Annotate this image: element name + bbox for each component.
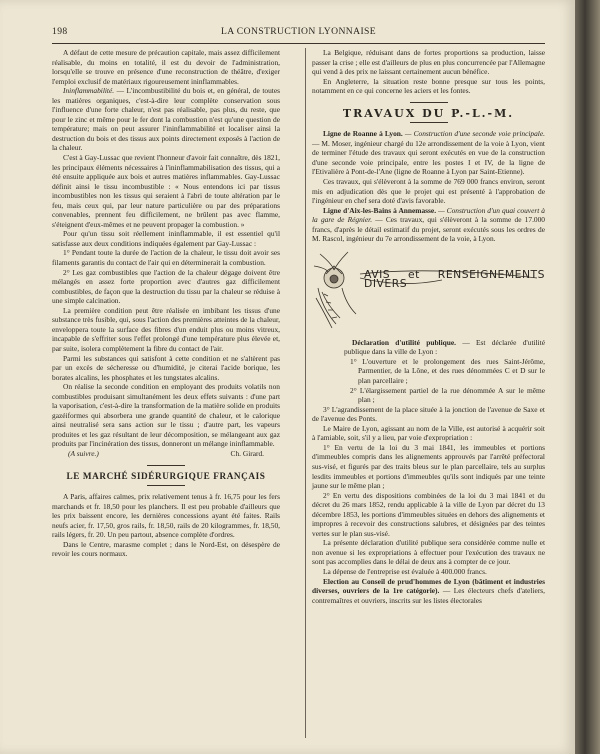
paragraph [344,338,545,357]
paragraph: La présente déclaration d'utilité publique sera considérée comme nulle et non avenue si les expropriations à effectuer pour l'exécution des travaux ne sont pas accomplies dans le délai de deux ans à compter de ce jour. [312,538,545,567]
section-divider [410,122,448,123]
paragraph [52,86,280,153]
list-item: 2° L'élargissement partiel de la rue dénommée A sur le même plan ; [350,385,545,405]
paragraph-text: — Est déclarée d'utilité publique dans la ville de Lyon : [344,337,546,357]
paragraph: La première condition peut être réalisée en imbibant les tissus d'une substance très fusible, qui, sous l'action des premières atteintes de la chaleur, enveloppera toute la surface des fibres d'un enduit plus ou moins vitreux, incapable de s'effriter sous l'effet prolongé d'une température plus élevée et, par suite, isolera complètement la fibre du contact de l'air. [52,305,280,353]
item-heading: Déclaration d'utilité publique. [352,337,457,347]
section-title: LE MARCHÉ SIDÉRURGIQUE FRANÇAIS [66,470,266,481]
paragraph [312,129,545,177]
item-heading: Ligne d'Aix-les-Bains à Annemasse. [323,205,437,215]
item-subheading: — Construction d'une seconde voie principale. [402,129,545,139]
paragraph: 1° Pendant toute la durée de l'action de la chaleur, le tissu doit avoir ses filaments garantis du contact de l'air qui en déterminerait la combustion. [52,248,280,268]
paragraph: A défaut de cette mesure de précaution capitale, mais assez difficilement réalisable, du moins en totalité, il est du devoir de l'administration, lorsqu'elle se trouve en présence d'une reconstruction de théâtre, d'exiger l'emploi exclusif de matériaux rigoureusement ininflammables. [52,48,280,86]
paragraph: 2° En vertu des dispositions combinées de la loi du 3 mai 1841 et du décret du 26 mars 1852, rendu applicable à la ville de Lyon par décret du 13 décembre 1853, les portions d'immeubles situées en dehors des alignements et impropres à recevoir des constructions salubres, et désignées par des teintes vertes sur le plan sus-visé. [312,490,545,538]
paragraph: Dans le Centre, marasme complet ; dans le Nord-Est, on désespère de revoir les cours normaux. [52,539,280,559]
article-signature [52,449,280,459]
paragraph: La Belgique, réduisant dans de fortes proportions sa production, laisse passer la crise ; elle est d'ailleurs de plus en plus concurrencée par l'Allemagne qui vend à des prix ne laissant certainement aucun bénéfice. [312,48,545,77]
ornamental-title: AVIS et RENSEIGNEMENTS DIVERS [364,267,545,291]
declaration-block [312,338,545,405]
section-title: TRAVAUX DU P.-L.-M. [342,106,515,120]
paragraph: 2° Les gaz combustibles que l'action de la chaleur dégage doivent être mélangés en assez forte proportion avec d'autres gaz difficilement combustibles, de façon que la destruction du tissu par la chaleur se réduise à une simple calcination. [52,267,280,306]
journal-title: LA CONSTRUCTION LYONNAISE [220,26,377,37]
item-subheading: — Construction d'un quai couvert à la gare de Régnier. [312,205,546,225]
page-number: 198 [52,26,68,37]
paragraph: Parmi les substances qui satisfont à cette condition et ne s'altèrent pas par un excès de sécheresse ou d'humidité, je citerai l'acide borique, les borates alcalins, les phosphates et les tungstates alcalins. [52,353,280,382]
paragraph [312,577,545,606]
paragraph: Le Maire de Lyon, agissant au nom de la Ville, est autorisé à acquérir soit à l'amiable, soit, s'il y a lieu, par voie d'expropriation : [312,423,545,443]
paragraph: A Paris, affaires calmes, prix relativement tenus à fr. 16,75 pour les fers marchands et fr. 18,50 pour les planchers. Il est peu probable d'ailleurs que les prix baissent encore, les dernières concessions ayant été faites. Rails neufs acier, fr. 17,50, gros rails, fr. 18,50, rails de 20 kilogrammes, fr. 18,50, rails légers, fr. 20. Un peu partout, absence complète d'ordres. [52,492,280,540]
paragraph: En Angleterre, la situation reste bonne presque sur tous les points, notamment en ce qui concerne les aciers et les fontes. [312,76,545,96]
author-name: Ch. Girard. [230,448,264,458]
paragraph: C'est à Gay-Lussac que revient l'honneur d'avoir fait connaître, dès 1821, les principaux éléments nécessaires à l'ininflammabilisation des tissus, qui a été ensuite appliquée aux bois et autres matières inflammables. Gay-Lussac définit ainsi le tissu incombustible : « Nous entendons ici par tissus incombustibles non les tissus qui seraient à l'abri de toute altération par le feu, mais ceux qui, par leur nature particulière ou par des préparations convenables, prennent feu difficilement, ne brûlent pas avec flamme, s'éteignent d'eux-mêmes et ne peuvent propager la combustion. » [52,153,280,229]
paragraph: Pour qu'un tissu soit réellement ininflammable, il est essentiel qu'il satisfasse aux deux conditions indiquées également par Gay-Lussac : [52,229,280,248]
column-divider [305,48,306,738]
wreath-ornament-icon [312,248,545,336]
inline-heading: Ininflammabilité. [63,86,115,96]
page-header [52,26,545,40]
paragraph: Ces travaux, qui s'élèveront à la somme de 769 000 francs environ, seront mis en adjudication dès que le projet qui est présenté à l'approbation de l'ingénieur en chef sera doté d'avis favorable. [312,177,545,206]
paragraph: On réalise la seconde condition en employant des produits volatils non combustibles produisant simultanément les deux effets suivants : d'une part la vaporisation, c'est-à-dire la transformation de la matière solide en produits gazéiformes qui absorbera une grande quantité de chaleur, et le calorique ainsi neutralisé sera sans action sur le tissu ; d'autre part, les vapeurs produites et les gaz résultant de leur décomposition, se mélangeant aux gaz produits par l'incinération des tissus, donneront un mélange ininflammable. [52,382,280,449]
paragraph: 1° En vertu de la loi du 3 mai 1841, les immeubles et portions d'immeubles compris dans les alignements approuvés par l'arrêté préfectoral sus-visé, et figurés par des traits bleus sur le plan parcellaire, tels au surplus lesdits immeubles et portions d'immeubles qu'ils sont indiqués par une teinte jaune sur le même plan ; [312,442,545,491]
list-item: 1° L'ouverture et le prolongement des rues Saint-Jérôme, Parmentier, de la Lône, et des rues dénommées C et D sur le plan parcellaire ; [350,356,545,386]
paragraph-text: — M. Moser, ingénieur chargé du 12e arrondissement de la voie à Lyon, vient de terminer l'étude des travaux qui seront exécutés en vue de la construction d'une seconde voie principale, entre les postes I et IV, de la ligne de l'Etivalière à Pont-de-l'Ane (ligne de Roanne à Lyon par Saint-Etienne). [312,138,545,177]
item-heading: Ligne de Roanne à Lyon. [323,129,403,139]
item-heading: Election au Conseil de prud'hommes de Lyon (bâtiment et industries diverses, ouvriers de la 1re catégorie). [312,576,545,596]
section-divider [147,485,185,486]
paragraph: La dépense de l'entreprise est évaluée à 400.000 francs. [323,566,487,576]
book-binding-edge [575,0,600,754]
to-be-continued: (A suivre.) [68,448,99,458]
paragraph-text: — Ces travaux, qui s'élèveront à la somme de 17.000 francs, d'après le détail estimatif du projet, seront exécutés sous les ordres de M. Rascol, ingénieur du 7e arrondissement de la voie, à Lyon. [312,215,545,244]
left-column [52,48,280,559]
section-divider [410,102,448,103]
ornamental-section-heading [312,248,545,336]
header-rule [52,43,545,44]
paragraph [312,206,545,244]
paragraph-text: — L'incombustibilité du bois et, en général, de toutes les matières organiques, c'est-à-dire leur complète conservation sous l'influence d'une forte chaleur, n'est pas réalisable, pas plus, du reste, que pour le zinc et même pour le fer dont la combustion n'est qu'une question de température; mais on peut assurer l'ininflammabilité et localiser ainsi la destruction du bois et des tissus aux points directement exposés à l'action de la chaleur. [52,86,280,153]
paragraph: 3° L'agrandissement de la place située à la jonction de l'avenue de Saxe et de l'avenue des Ponts. [312,404,545,424]
section-divider [147,465,185,466]
right-column [312,48,545,605]
paragraph-text: — Les électeurs chefs d'ateliers, contremaîtres et ouvriers, inscrits sur les listes électorales [312,586,545,605]
